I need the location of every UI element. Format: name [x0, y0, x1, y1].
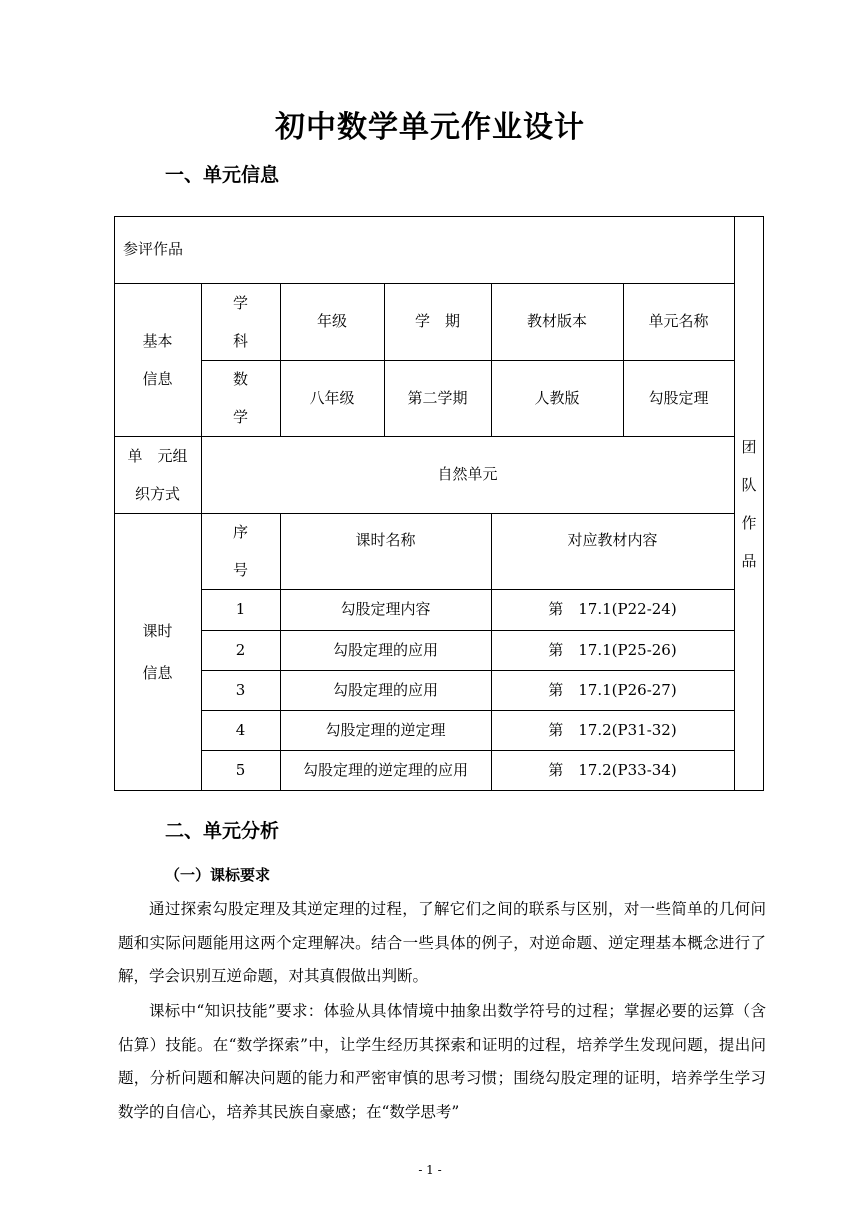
document-title: 初中数学单元作业设计 — [275, 110, 585, 145]
unit-organization-label: 单 元组织方式 — [127, 446, 188, 503]
header-unit-name: 单元名称 — [648, 312, 709, 330]
lesson-header-number: 序号 — [233, 523, 249, 579]
unit-info-table — [114, 216, 764, 791]
lesson-info-label: 课时信息 — [142, 622, 173, 682]
lesson-2-content: 第 17.1(P25-26) — [548, 640, 677, 659]
paragraph-1: 通过探索勾股定理及其逆定理的过程，了解它们之间的联系与区别，对一些简单的几何问题和实际问题能用这两个定理解决。结合一些具体的例子，对逆命题、逆定理基本概念进行了解，学会识别互逆命题，对其真假做出判断。 — [118, 900, 766, 985]
header-grade: 年级 — [316, 312, 347, 330]
team-work-label: 团队作品 — [741, 437, 757, 570]
header-textbook-edition: 教材版本 — [526, 312, 587, 330]
lesson-4-name: 勾股定理的逆定理 — [325, 720, 446, 739]
value-unit-name: 勾股定理 — [648, 388, 709, 407]
paragraph-2: 课标中“知识技能”要求：体验从具体情境中抽象出数学符号的过程；掌握必要的运算（含估算）技能。在“数学探索”中，让学生经历其探索和证明的过程，培养学生发现问题，提出问题，分析问题和解决问题的能力和严密审慎的思考习惯；围绕勾股定理的证明，培养学生学习数学的自信心，培养其民族自豪感；在“数学思考” — [118, 1002, 766, 1121]
entry-label: 参评作品 — [123, 240, 184, 258]
page-number: - 1 - — [418, 1163, 442, 1177]
lesson-5-name: 勾股定理的逆定理的应用 — [302, 760, 468, 779]
lesson-3-number: 3 — [235, 680, 246, 699]
lesson-2-name: 勾股定理的应用 — [332, 640, 438, 659]
lesson-5-content: 第 17.2(P33-34) — [548, 760, 677, 779]
section-heading-unit-analysis: 二、单元分析 — [165, 820, 280, 842]
lesson-4-number: 4 — [235, 720, 246, 739]
value-grade: 八年级 — [309, 388, 355, 407]
lesson-5-number: 5 — [235, 760, 246, 779]
lesson-header-content: 对应教材内容 — [567, 531, 658, 549]
value-subject: 数学 — [233, 370, 249, 426]
lesson-4-content: 第 17.2(P31-32) — [548, 720, 677, 739]
value-textbook-edition: 人教版 — [534, 388, 580, 407]
basic-info-label: 基本信息 — [142, 331, 173, 388]
lesson-3-name: 勾股定理的应用 — [332, 680, 438, 699]
unit-organization-value: 自然单元 — [437, 465, 498, 483]
lesson-1-content: 第 17.1(P22-24) — [548, 600, 677, 618]
lesson-2-number: 2 — [235, 640, 246, 659]
lesson-3-content: 第 17.1(P26-27) — [548, 680, 677, 699]
value-semester: 第二学期 — [407, 388, 468, 407]
subsection-heading-curriculum: （一）课标要求 — [165, 866, 271, 884]
lesson-header-name: 课时名称 — [355, 531, 416, 549]
section-heading-unit-info: 一、单元信息 — [165, 164, 280, 186]
header-semester: 学 期 — [414, 312, 460, 330]
lesson-1-number: 1 — [235, 600, 246, 618]
lesson-1-name: 勾股定理内容 — [340, 600, 431, 618]
header-subject: 学科 — [233, 293, 249, 350]
